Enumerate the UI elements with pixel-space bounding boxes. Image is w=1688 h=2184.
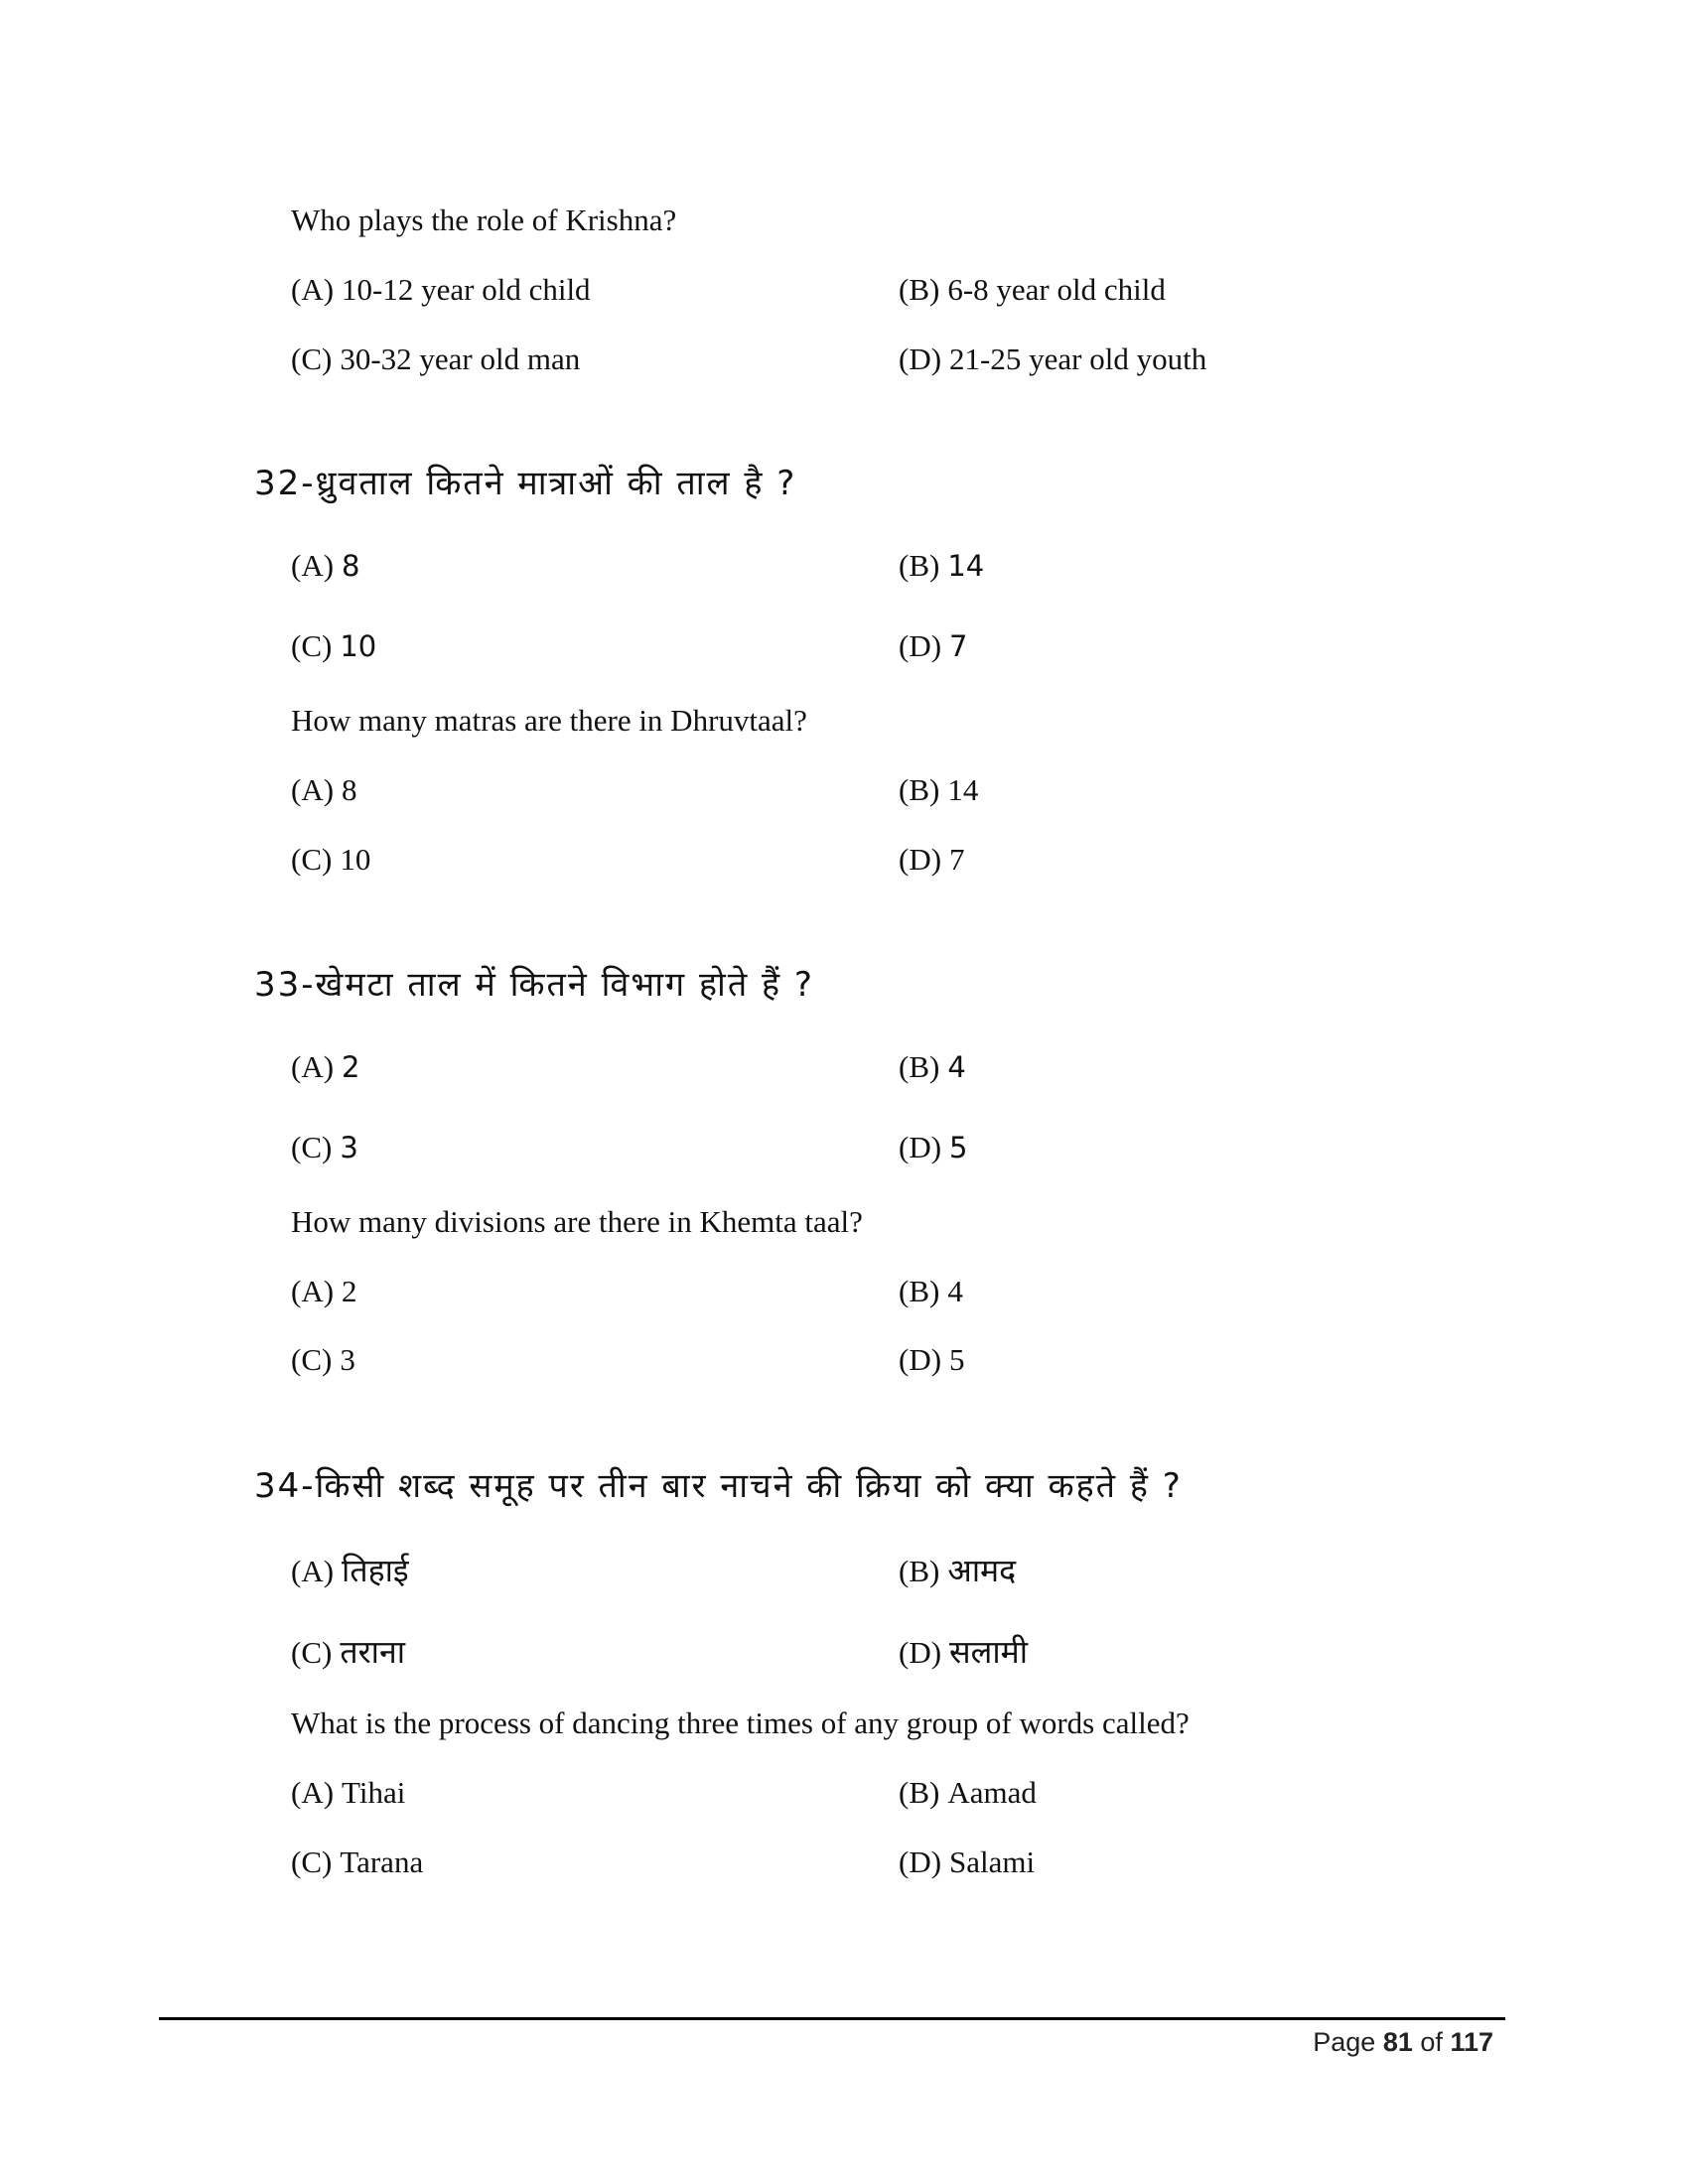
question-32-english: How many matras are there in Dhruvtaal? — [291, 703, 807, 738]
q34-en-option-c: (C) Tarana — [291, 1844, 424, 1879]
q33-hi-option-d: (D) 5 — [899, 1130, 968, 1164]
question-33-english: How many divisions are there in Khemta taal? — [291, 1204, 863, 1239]
q32-hi-option-d: (D) 7 — [899, 628, 968, 663]
q32-hi-option-b: (B) 14 — [899, 548, 985, 583]
question-34-english: What is the process of dancing three times of any group of words called? — [291, 1706, 1190, 1740]
q33-en-option-a: (A) 2 — [291, 1274, 357, 1308]
q33-en-option-d: (D) 5 — [899, 1342, 965, 1377]
q31-option-c: (C) 30-32 year old man — [291, 341, 581, 376]
question-31-english: Who plays the role of Krishna? — [291, 203, 677, 237]
q34-hi-option-c: (C) तराना — [291, 1633, 405, 1671]
q32-en-option-b: (B) 14 — [899, 772, 979, 807]
q31-option-d: (D) 21-25 year old youth — [899, 341, 1207, 376]
q32-en-option-a: (A) 8 — [291, 772, 357, 807]
q32-hi-option-c: (C) 10 — [291, 628, 377, 663]
page-of: of — [1420, 2027, 1443, 2057]
q33-hi-option-c: (C) 3 — [291, 1130, 358, 1164]
q34-hi-option-b: (B) आमद — [899, 1552, 1017, 1589]
q32-en-option-c: (C) 10 — [291, 842, 371, 877]
page-current: 81 — [1382, 2027, 1413, 2057]
q34-hi-option-d: (D) सलामी — [899, 1633, 1029, 1671]
page-prefix: Page — [1313, 2027, 1376, 2057]
question-33-hindi: 33-खेमटा ताल में कितने विभाग होते हैं ? — [254, 965, 814, 1005]
q34-en-option-a: (A) Tihai — [291, 1775, 406, 1810]
q33-hi-option-a: (A) 2 — [291, 1049, 360, 1084]
question-34-hindi: 34-किसी शब्द समूह पर तीन बार नाचने की क्रिया को क्या कहते हैं ? — [254, 1466, 1183, 1506]
q34-en-option-d: (D) Salami — [899, 1844, 1036, 1879]
q34-hi-option-a: (A) तिहाई — [291, 1552, 409, 1589]
q33-hi-option-b: (B) 4 — [899, 1049, 966, 1084]
question-32-hindi: 32-ध्रुवताल कितने मात्राओं की ताल है ? — [254, 464, 797, 503]
page-total: 117 — [1450, 2027, 1493, 2057]
footer-divider — [159, 2017, 1505, 2020]
q31-option-b: (B) 6-8 year old child — [899, 272, 1166, 307]
q33-en-option-c: (C) 3 — [291, 1342, 355, 1377]
page-number — [1313, 2027, 1493, 2058]
q33-en-option-b: (B) 4 — [899, 1274, 963, 1308]
q34-en-option-b: (B) Aamad — [899, 1775, 1037, 1810]
q32-hi-option-a: (A) 8 — [291, 548, 360, 583]
q31-option-a: (A) 10-12 year old child — [291, 272, 591, 307]
q32-en-option-d: (D) 7 — [899, 842, 965, 877]
